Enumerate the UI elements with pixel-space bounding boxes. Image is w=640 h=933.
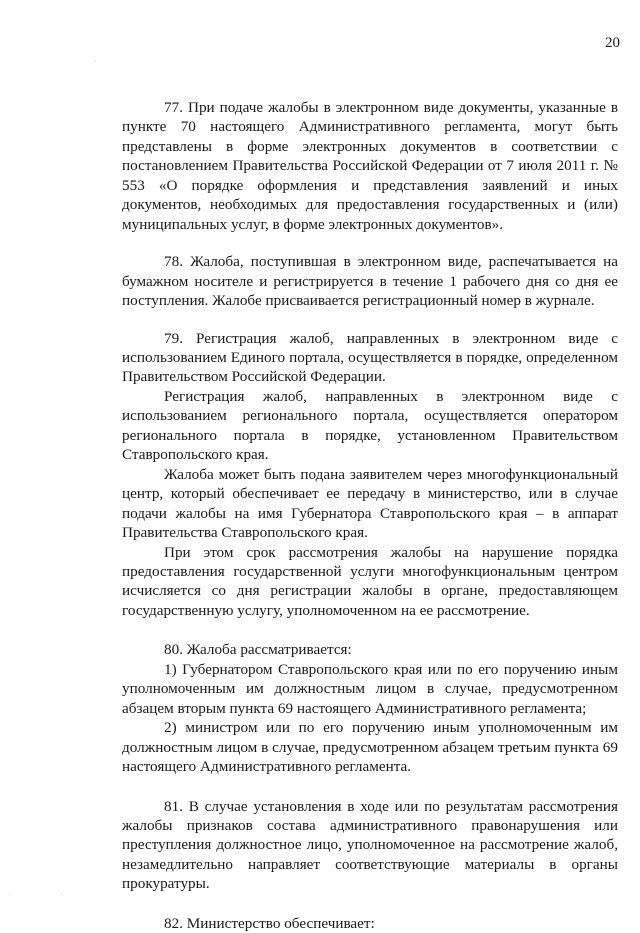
paragraph-80: 80. Жалоба рассматривается: [164,641,352,659]
paragraph-79: 79. Регистрация жалоб, направленных в электронном виде с использованием Единого портала, осуществляется в порядке, определенном Правительством Российской Федерации. [122,329,618,386]
page-number: 20 [605,35,620,51]
scan-dot: · [8,890,11,899]
scan-dot: · [60,890,63,899]
paragraph-79-mfc: Жалоба может быть подана заявителем через многофункциональный центр, который обеспечивает ее передачу в министерство, или в случае подачи жалобы на имя Губернатора Ставропольского края – в аппарат Правительства Ставропольского края. [122,465,618,542]
paragraph-82: 82. Министерство обеспечивает: [164,914,375,932]
paragraph-81: 81. В случае установления в ходе или по результатам рассмотрения жалобы признаков состава административного правонарушения или преступления должностное лицо, уполномоченное на рассмотрение жалоб, незамедлительно направляет соответствующие материалы в органы прокуратуры. [122,797,618,893]
paragraph-80-item-2: 2) министром или по его поручению иным уполномоченным им должностным лицом в случае, предусмотренном абзацем третьим пункта 69 настоящего Административного регламента. [122,719,618,776]
paragraph-79-term: При этом срок рассмотрения жалобы на нарушение порядка предоставления государственной услуги многофункциональным центром исчисляется со дня регистрации жалобы в органе, предоставляющем государственную услугу, уполномоченном на ее рассмотрение. [122,543,618,619]
paragraph-78: 78. Жалоба, поступившая в электронном виде, распечатывается на бумажном носителе и регистрируется в течение 1 рабочего дня со дня ее поступления. Жалобе присваивается регистрационный номер в журнале. [122,253,618,310]
scan-dot: · [94,57,97,66]
paragraph-77: 77. При подаче жалобы в электронном виде документы, указанные в пункте 70 настоящего Административного регламента, могут быть представлены в форме электронных документов в соответствии с постановлением Правительства Российской Федерации от 7 июля 2011 г. № 553 «О порядке оформления и представления заявлений и иных документов, необходимых для предоставления государственных и (или) муниципальных услуг, в форме электронных документов». [122,99,618,233]
paragraph-79-regional-portal: Регистрация жалоб, направленных в электронном виде с использованием регионального портала, осуществляется оператором регионального портала в порядке, установленном Правительством Ставропольского края. [122,387,618,464]
paragraph-80-item-1: 1) Губернатором Ставропольского края или по его поручению иным уполномоченным им должностным лицом в случае, предусмотренном абзацем вторым пункта 69 настоящего Административного регламента; [122,660,618,717]
document-body [122,98,618,933]
